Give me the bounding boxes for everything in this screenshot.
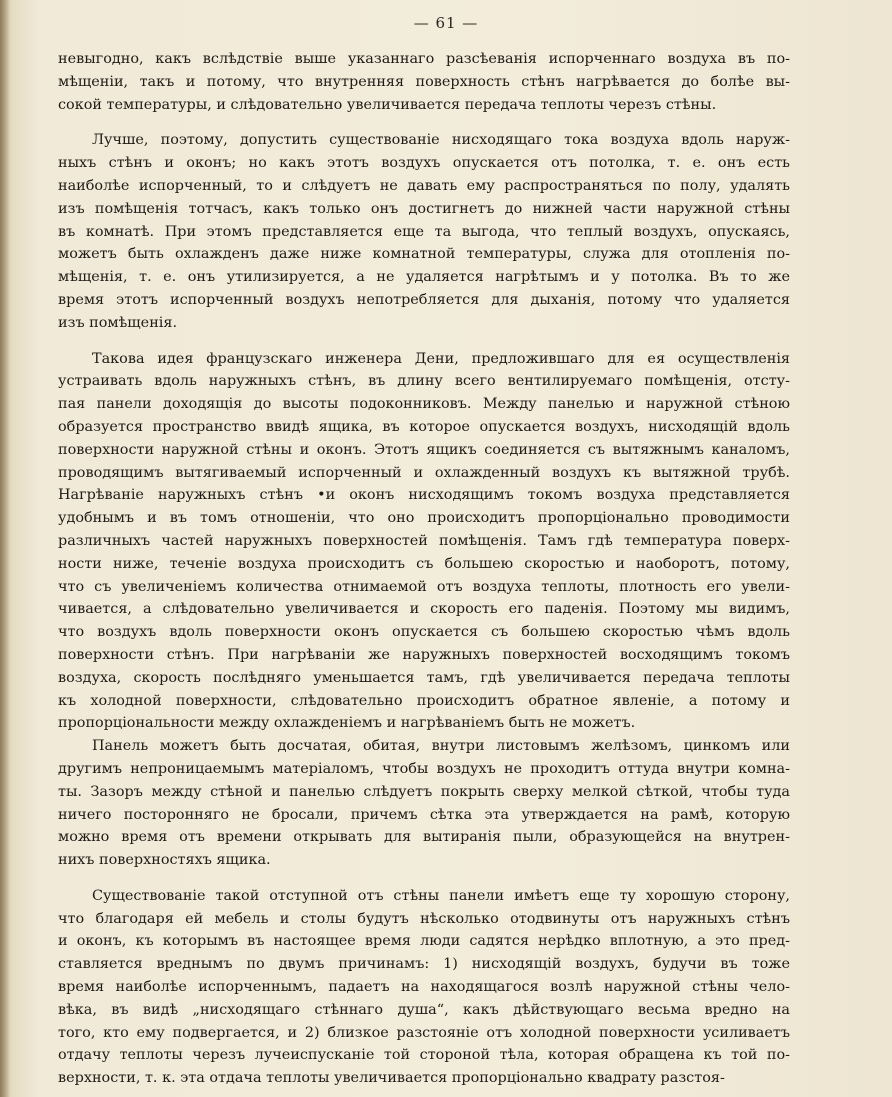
text-line: въ комнатѣ. При этомъ представляется еще та выгода, что теплый воздухъ, опускаясь, bbox=[58, 223, 790, 240]
text-line: наиболѣе испорченный, то и слѣдуетъ не давать ему распространяться по полу, удалять bbox=[58, 177, 790, 194]
paragraph-gap bbox=[58, 335, 790, 348]
binding-edge-shadow bbox=[0, 0, 10, 1097]
text-line: можно время отъ времени открывать для вытиранія пыли, образующейся на внутрен- bbox=[58, 829, 790, 846]
text-line: Существованіе такой отступной отъ стѣны панели имѣетъ еще ту хорошую сторону, bbox=[92, 887, 790, 904]
text-line: Нагрѣваніе наружныхъ стѣнъ •и оконъ нисходящимъ токомъ воздуха представляется bbox=[58, 487, 790, 504]
text-line: различныхъ частей наружныхъ поверхностей помѣщенія. Тамъ гдѣ температура поверх- bbox=[58, 532, 790, 549]
text-line: ставляется вреднымъ по двумъ причинамъ: 1) нисходящій воздухъ, будучи въ тоже bbox=[58, 956, 790, 973]
text-line: устраивать вдоль наружныхъ стѣнъ, въ длину всего вентилируемаго помѣщенія, отсту- bbox=[58, 373, 790, 390]
text-line: того, кто ему подвергается, и 2) близкое разстояніе отъ холодной поверхности усиливаетъ bbox=[58, 1024, 790, 1041]
text-line: ности ниже, теченіе воздуха происходитъ съ большею скоростью и наоборотъ, потому, bbox=[58, 555, 790, 572]
text-line: что съ увеличеніемъ количества отнимаемой отъ воздуха теплоты, плотность его увели- bbox=[58, 578, 790, 595]
paragraph bbox=[58, 348, 790, 736]
text-line: поверхности стѣнъ. При нагрѣваніи же наружныхъ поверхностей восходящимъ токомъ bbox=[58, 646, 790, 663]
text-line: удобнымъ и въ томъ отношеніи, что оно происходитъ пропорціонально проводимости bbox=[58, 510, 790, 527]
text-line: образуется пространство ввидѣ ящика, въ которое опускается воздухъ, нисходящій вдоль bbox=[58, 418, 790, 435]
text-line: что благодаря ей мебель и столы будутъ нѣсколько отодвинуты отъ наружныхъ стѣнъ bbox=[58, 910, 790, 927]
text-line: чивается, а слѣдовательно увеличивается и скорость его паденія. Поэтому мы видимъ, bbox=[58, 601, 790, 618]
text-line: мѣщеніи, такъ и потому, что внутренняя поверхность стѣнъ нагрѣвается до болѣе вы- bbox=[58, 73, 790, 90]
text-line: нихъ поверхностяхъ ящика. bbox=[58, 852, 271, 869]
paragraph-gap bbox=[58, 872, 790, 885]
text-line: ты. Зазоръ между стѣной и панелью слѣдуетъ покрыть сверху мелкой сѣткой, чтобы туда bbox=[58, 783, 790, 800]
text-line: сокой температуры, и слѣдовательно увеличивается передача теплоты черезъ стѣны. bbox=[58, 96, 717, 113]
text-line: отдачу теплоты черезъ лучеиспусканіе той стороной тѣла, которая обращена къ той по- bbox=[58, 1047, 790, 1064]
text-line: пая панели доходящія до высоты подоконниковъ. Между панелью и наружной стѣною bbox=[58, 396, 790, 413]
text-line: изъ помѣщенія тотчасъ, какъ только онъ достигнетъ до нижней части наружной стѣны bbox=[58, 200, 790, 217]
page-body-text bbox=[58, 48, 790, 1090]
paragraph bbox=[58, 129, 790, 334]
page-number: — 61 — bbox=[413, 14, 479, 32]
text-line: мѣщенія, т. е. онъ утилизируется, а не удаляется нагрѣтымъ и у потолка. Въ то же bbox=[58, 269, 790, 286]
text-line: поверхности наружной стѣны и оконъ. Этотъ ящикъ соединяется съ вытяжнымъ каналомъ, bbox=[58, 441, 790, 458]
text-line: пропорціональности между охлажденіемъ и нагрѣваніемъ быть не можетъ. bbox=[58, 715, 636, 732]
text-line: время этотъ испорченный воздухъ непотребляется для дыханія, потому что удаляется bbox=[58, 291, 790, 308]
text-line: воздуха, скорость послѣдняго уменьшается тамъ, гдѣ увеличивается передача теплоты bbox=[58, 669, 790, 686]
text-line: ныхъ стѣнъ и оконъ; но какъ этотъ воздухъ опускается отъ потолка, т. е. онъ есть bbox=[58, 155, 790, 172]
paragraph bbox=[58, 48, 790, 116]
text-line: къ холодной поверхности, слѣдовательно происходитъ обратное явленіе, а потому и bbox=[58, 692, 790, 709]
paragraph bbox=[58, 885, 790, 1090]
text-line: и оконъ, къ которымъ въ настоящее время люди садятся нерѣдко вплотную, а это пред- bbox=[58, 933, 790, 950]
text-line: ничего посторонняго не бросали, причемъ сѣтка эта утверждается на рамѣ, которую bbox=[58, 806, 790, 823]
text-line: можетъ быть охлажденъ даже ниже комнатной температуры, служа для отопленія по- bbox=[58, 246, 790, 263]
text-line: Лучше, поэтому, допустить существованіе нисходящаго тока воздуха вдоль наруж- bbox=[92, 132, 790, 149]
paragraph-gap bbox=[58, 116, 790, 129]
text-line: невыгодно, какъ вслѣдствіе выше указаннаго разсѣеванія испорченнаго воздуха въ по- bbox=[58, 51, 790, 67]
text-line: проводящимъ вытягиваемый испорченный и охлажденный воздухъ къ вытяжной трубѣ. bbox=[58, 464, 790, 481]
text-line: Панель можетъ быть досчатая, обитая, внутри листовымъ желѣзомъ, цинкомъ или bbox=[92, 738, 790, 755]
text-line: изъ помѣщенія. bbox=[58, 314, 178, 331]
text-line: время наиболѣе испорченнымъ, падаетъ на находящагося возлѣ наружной стѣны чело- bbox=[58, 979, 790, 996]
text-line: вѣка, въ видѣ „нисходящаго стѣннаго душа“, какъ дѣйствующаго весьма вредно на bbox=[58, 1001, 790, 1018]
text-line: верхности, т. к. эта отдача теплоты увеличивается пропорціонально квадрату разстоя- bbox=[58, 1070, 725, 1087]
text-line: Такова идея французскаго инженера Дени, предложившаго для ея осуществленія bbox=[92, 350, 790, 367]
text-line: другимъ непроницаемымъ матеріаломъ, чтобы воздухъ не проходитъ оттуда внутри комна- bbox=[58, 760, 790, 777]
paragraph bbox=[58, 735, 790, 872]
text-line: что воздухъ вдоль поверхности оконъ опускается съ большею скоростью чѣмъ вдоль bbox=[58, 624, 790, 641]
